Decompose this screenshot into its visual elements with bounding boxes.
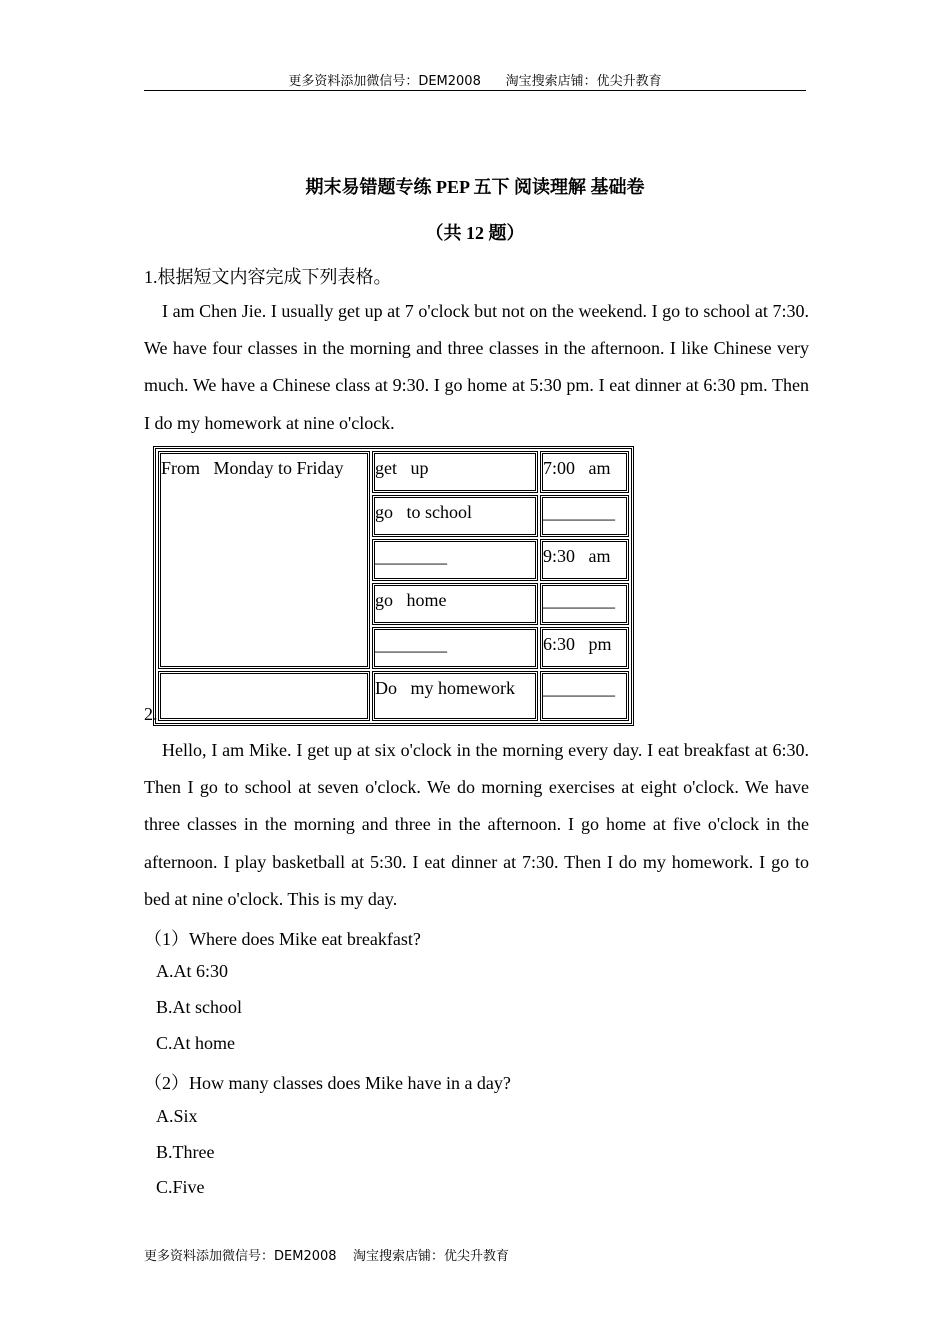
time-blank-cell[interactable]: ________	[540, 583, 629, 625]
time-blank-cell[interactable]: ________	[540, 671, 629, 721]
q2-sub1-question: （1）Where does Mike eat breakfast?	[144, 929, 421, 949]
page-footer: 更多资料添加微信号：DEM2008 淘宝搜索店铺：优尖升教育	[144, 1249, 510, 1264]
time-cell: 7:00 am	[540, 451, 629, 493]
q1-prompt: 1.根据短文内容完成下列表格。	[144, 267, 392, 287]
q2-sub1-option-b[interactable]: B.At school	[156, 997, 243, 1017]
activity-blank-cell[interactable]: ________	[372, 627, 538, 669]
activity-cell: get up	[372, 451, 538, 493]
q2-number: 2.	[144, 704, 158, 724]
question-count: （共 12 题）	[425, 223, 525, 243]
q2-sub2-option-b[interactable]: B.Three	[156, 1142, 215, 1162]
q2-sub1-option-c[interactable]: C.At home	[156, 1033, 235, 1053]
time-cell: 6:30 pm	[540, 627, 629, 669]
activity-cell: Do my homework	[372, 671, 538, 721]
time-cell: 9:30 am	[540, 539, 629, 581]
q2-sub2-option-c[interactable]: C.Five	[156, 1177, 205, 1197]
activity-blank-cell[interactable]: ________	[372, 539, 538, 581]
group-label-cell: From Monday to Friday	[158, 451, 370, 669]
q1-passage: I am Chen Jie. I usually get up at 7 o'clock but not on the weekend. I go to school at 7:30. We have four classes in the morning and three classes in the afternoon. I like Chinese very much. We have a Chinese class at 9:30. I go home at 5:30 pm. I eat dinner at 6:30 pm. Then I do my homework at nine o'clock.	[144, 301, 809, 433]
page-header: 更多资料添加微信号：DEM2008 淘宝搜索店铺：优尖升教育	[288, 74, 662, 89]
q2-passage: Hello, I am Mike. I get up at six o'clock in the morning every day. I eat breakfast at 6:30. Then I go to school at seven o'clock. We do morning exercises at eight o'clock. We have three classes in the morning and three in the afternoon. I go home at five o'clock in the afternoon. I play basketball at 5:30. I eat dinner at 7:30. Then I do my homework. I go to bed at nine o'clock. This is my day.	[144, 740, 809, 909]
q2-sub1-option-a[interactable]: A.At 6:30	[156, 961, 228, 981]
q2-sub2-option-a[interactable]: A.Six	[156, 1106, 198, 1126]
header-divider	[144, 90, 806, 91]
activity-cell: go to school	[372, 495, 538, 537]
time-blank-cell[interactable]: ________	[540, 495, 629, 537]
table-row	[158, 451, 629, 493]
activity-cell: go home	[372, 583, 538, 625]
q2-sub2-question: （2）How many classes does Mike have in a day?	[144, 1073, 511, 1093]
page-title: 期末易错题专练 PEP 五下 阅读理解 基础卷	[305, 177, 645, 197]
schedule-table	[153, 446, 634, 726]
group-empty-cell	[158, 671, 370, 721]
table-row	[158, 671, 629, 721]
